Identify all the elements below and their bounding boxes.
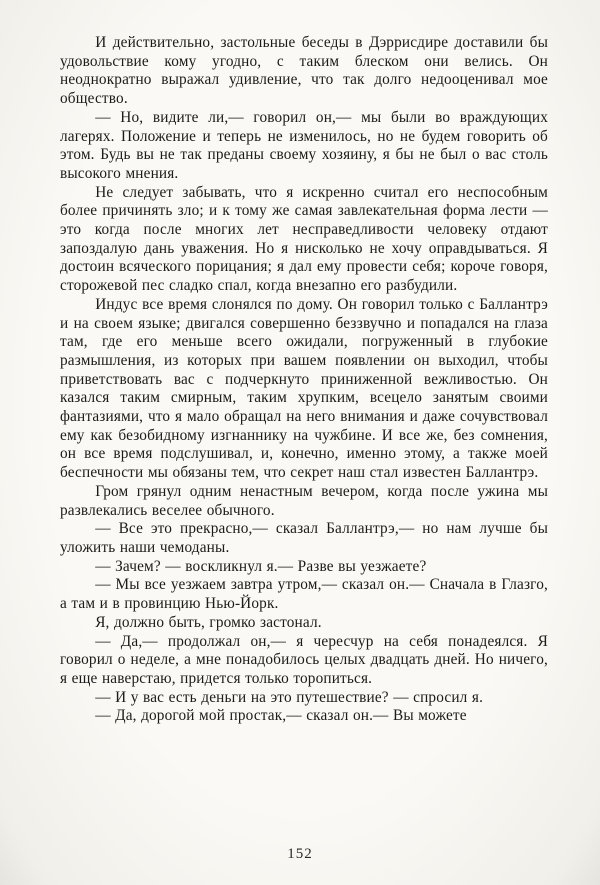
paragraph-dialogue: — И у вас есть деньги на это путешествие? — спросил я.: [95, 688, 484, 706]
page-number: 152: [287, 846, 313, 862]
paragraph: И действительно, застольные беседы в Дэррисдире доставили бы удовольствие кому угодно, с таким блеском они велись. Он неоднократно выражал удивление, что так долго недооценивал мое общество.: [60, 34, 548, 108]
paragraph-dialogue: — Но, видите ли,— говорил он,— мы были во враждующих лагерях. Положение и теперь не изменилось, но не будем говорить об этом. Будь вы не так преданы своему хозяину, я бы не был о вас столь высокого мнения.: [60, 108, 548, 182]
text-block: [60, 34, 548, 726]
paragraph-dialogue: — Да, дорогой мой простак,— сказал он.— Вы можете: [95, 707, 467, 725]
paragraph-dialogue: — Зачем? — воскликнул я.— Разве вы уезжаете?: [95, 557, 427, 575]
paragraph: Гром грянул одним ненастным вечером, когда после ужина мы развлекались веселее обычного.: [60, 482, 548, 519]
paragraph-dialogue: — Да,— продолжал он,— я чересчур на себя понадеялся. Я говорил о неделе, а мне понадобилось целых двадцать дней. Но ничего, я еще наверстаю, придется только торопиться.: [60, 632, 548, 687]
paragraph: Индус все время слонялся по дому. Он говорил только с Баллантрэ и на своем языке; двигался совершенно беззвучно и попадался на глаза там, где его меньше всего ожидали, погруженный в глубокие размышления, из которых при вашем появлении он выходил, чтобы приветствовать вас с подчеркнуто приниженной вежливостью. Он казался таким смирным, таким хрупким, всецело занятым своими фантазиями, что я мало обращал на него внимания и даже сочувствовал ему как безобидному изгнаннику на чужбине. И все же, без сомнения, он все время подслушивал, и, конечно, именно этому, а также моей беспечности мы обязаны тем, что секрет наш стал известен Баллантрэ.: [60, 295, 548, 482]
paragraph: Не следует забывать, что я искренно считал его неспособным более причинять зло; и к тому же самая завлекательная форма лести — это когда после многих лет несправедливости человеку отдают запоздалую дань уважения. Но я нисколько не хочу оправдываться. Я достоин всяческого порицания; я дал ему провести себя; короче говоря, сторожевой пес сладко спал, когда внезапно его разбудили.: [60, 183, 548, 295]
paragraph-dialogue: — Все это прекрасно,— сказал Баллантрэ,— но нам лучше бы уложить наши чемоданы.: [60, 520, 548, 556]
paragraph-dialogue: — Мы все уезжаем завтра утром,— сказал он.— Сначала в Глазго, а там и в провинцию Нью-Йорк.: [60, 576, 548, 613]
paragraph: Я, должно быть, громко застонал.: [95, 613, 322, 631]
